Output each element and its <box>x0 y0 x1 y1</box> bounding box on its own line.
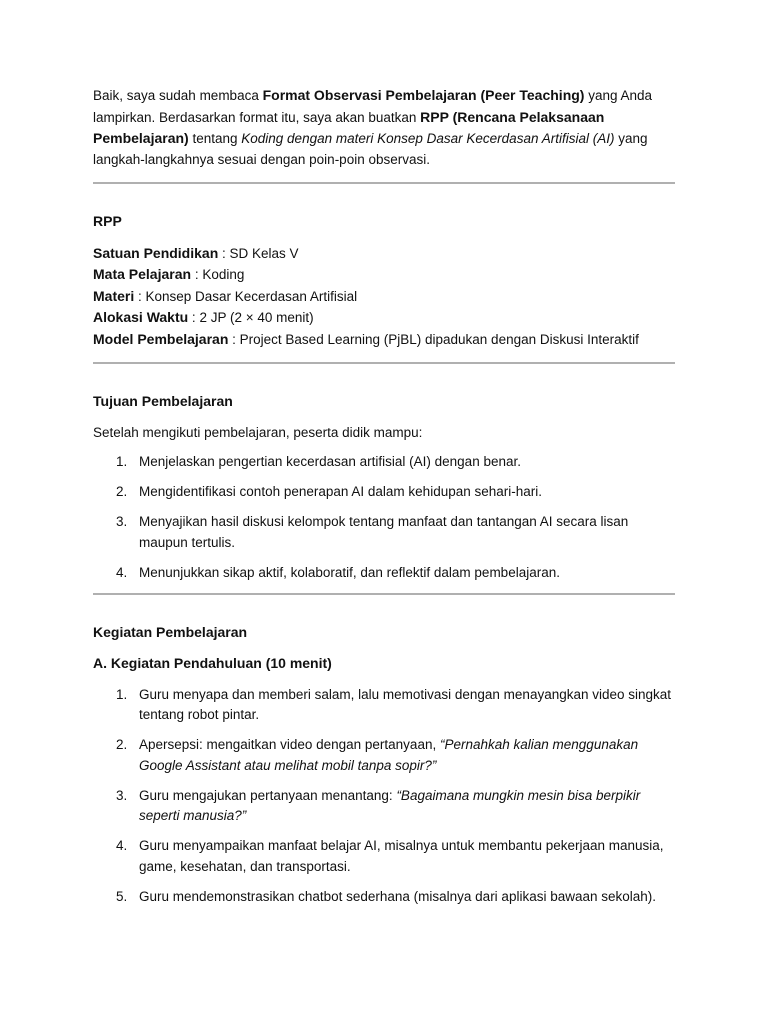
identity-value: Project Based Learning (PjBL) dipadukan dengan Diskusi Interaktif <box>239 331 639 347</box>
identity-value: SD Kelas V <box>229 245 299 261</box>
list-text <box>139 786 675 827</box>
list-item <box>93 482 675 503</box>
identity-row-alokasi <box>93 307 675 329</box>
identity-sep: : <box>218 245 230 261</box>
identity-key: Alokasi Waktu <box>93 309 189 325</box>
list-text-plain: Guru mengajukan pertanyaan menantang: <box>139 787 397 803</box>
list-item <box>93 786 675 827</box>
intro-text-4: yang langkah-langkahnya sesuai dengan poin-poin observasi. <box>93 131 648 167</box>
rpp-heading: RPP <box>93 213 122 229</box>
list-text: Menunjukkan sikap aktif, kolaboratif, dan reflektif dalam pembelajaran. <box>139 564 560 580</box>
list-text <box>139 836 675 877</box>
list-text-plain: Guru menyapa dan memberi salam, lalu memotivasi dengan menayangkan video singkat tentang robot pintar. <box>139 686 672 722</box>
identity-row-model <box>93 329 675 351</box>
identity-value: 2 JP (2 × 40 menit) <box>199 310 314 325</box>
pendahuluan-list <box>93 685 675 908</box>
divider <box>93 362 675 364</box>
list-number: 3. <box>116 514 128 529</box>
identity-sep: : <box>188 310 200 325</box>
intro-text-3: tentang <box>188 131 242 146</box>
list-text-plain: Guru menyampaikan manfaat belajar AI, misalnya untuk membantu pekerjaan manusia, game, kesehatan, dan transportasi. <box>139 838 664 874</box>
list-item <box>93 685 675 726</box>
list-text-plain: Guru mendemonstrasikan chatbot sederhana (misalnya dari aplikasi bawaan sekolah). <box>139 888 657 904</box>
intro-italic-topic: Koding dengan materi Konsep Dasar Kecerdasan Artifisial (AI) <box>241 131 615 146</box>
list-text <box>139 685 675 726</box>
list-text: Menjelaskan pengertian kecerdasan artifisial (AI) dengan benar. <box>139 454 521 469</box>
list-number: 1. <box>116 454 128 469</box>
list-text-italic: “Bagaimana mungkin mesin bisa berpikir seperti manusia?” <box>139 787 641 823</box>
list-number: 5. <box>116 888 128 904</box>
list-number: 2. <box>116 737 128 752</box>
tujuan-lead: Setelah mengikuti pembelajaran, peserta didik mampu: <box>93 424 423 440</box>
divider <box>93 182 675 184</box>
list-item <box>93 452 675 473</box>
intro-paragraph <box>93 85 675 170</box>
intro-bold-format: Format Observasi Pembelajaran (Peer Teaching) <box>262 87 585 103</box>
identity-sep: : <box>191 267 203 282</box>
intro-bold-rpp: RPP (Rencana Pelaksanaan Pembelajaran) <box>93 108 605 146</box>
identity-key: Model Pembelajaran <box>93 330 229 347</box>
tujuan-list <box>93 452 675 583</box>
list-text-plain: Apersepsi: mengaitkan video dengan pertanyaan, <box>139 737 440 752</box>
identity-row-materi <box>93 286 675 308</box>
identity-sep: : <box>134 288 146 304</box>
list-number: 3. <box>116 787 128 803</box>
list-item <box>93 836 675 877</box>
list-text: Mengidentifikasi contoh penerapan AI dalam kehidupan sehari-hari. <box>139 484 543 499</box>
list-number: 1. <box>116 686 128 702</box>
intro-text-1: Baik, saya sudah membaca <box>93 88 263 103</box>
list-number: 4. <box>116 838 128 853</box>
list-text <box>139 887 675 908</box>
list-number: 4. <box>116 564 128 580</box>
intro-text-2: yang Anda lampirkan. Berdasarkan format itu, saya akan buatkan <box>93 88 653 125</box>
kegiatan-heading: Kegiatan Pembelajaran <box>93 623 248 640</box>
list-item <box>93 735 675 776</box>
identity-row-satuan <box>93 243 675 265</box>
list-item <box>93 887 675 908</box>
identity-row-mapel <box>93 264 675 286</box>
list-number: 2. <box>116 484 128 499</box>
identity-value: Konsep Dasar Kecerdasan Artifisial <box>145 288 358 304</box>
list-item <box>93 512 675 553</box>
list-item <box>93 563 675 584</box>
identity-key: Satuan Pendidikan <box>93 244 219 261</box>
list-text: Menyajikan hasil diskusi kelompok tentang manfaat dan tantangan AI secara lisan maupun tertulis. <box>139 514 629 550</box>
rpp-identity <box>93 243 675 351</box>
list-text <box>139 735 675 776</box>
pendahuluan-heading: A. Kegiatan Pendahuluan (10 menit) <box>93 655 332 671</box>
identity-key: Materi <box>93 287 135 304</box>
document-body <box>93 85 675 917</box>
list-text-italic: “Pernahkah kalian menggunakan Google Assistant atau melihat mobil tanpa sopir?” <box>139 737 639 773</box>
divider <box>93 593 675 595</box>
identity-value: Koding <box>202 267 245 282</box>
identity-sep: : <box>228 331 240 347</box>
identity-key: Mata Pelajaran <box>93 266 192 282</box>
tujuan-heading: Tujuan Pembelajaran <box>93 393 233 409</box>
